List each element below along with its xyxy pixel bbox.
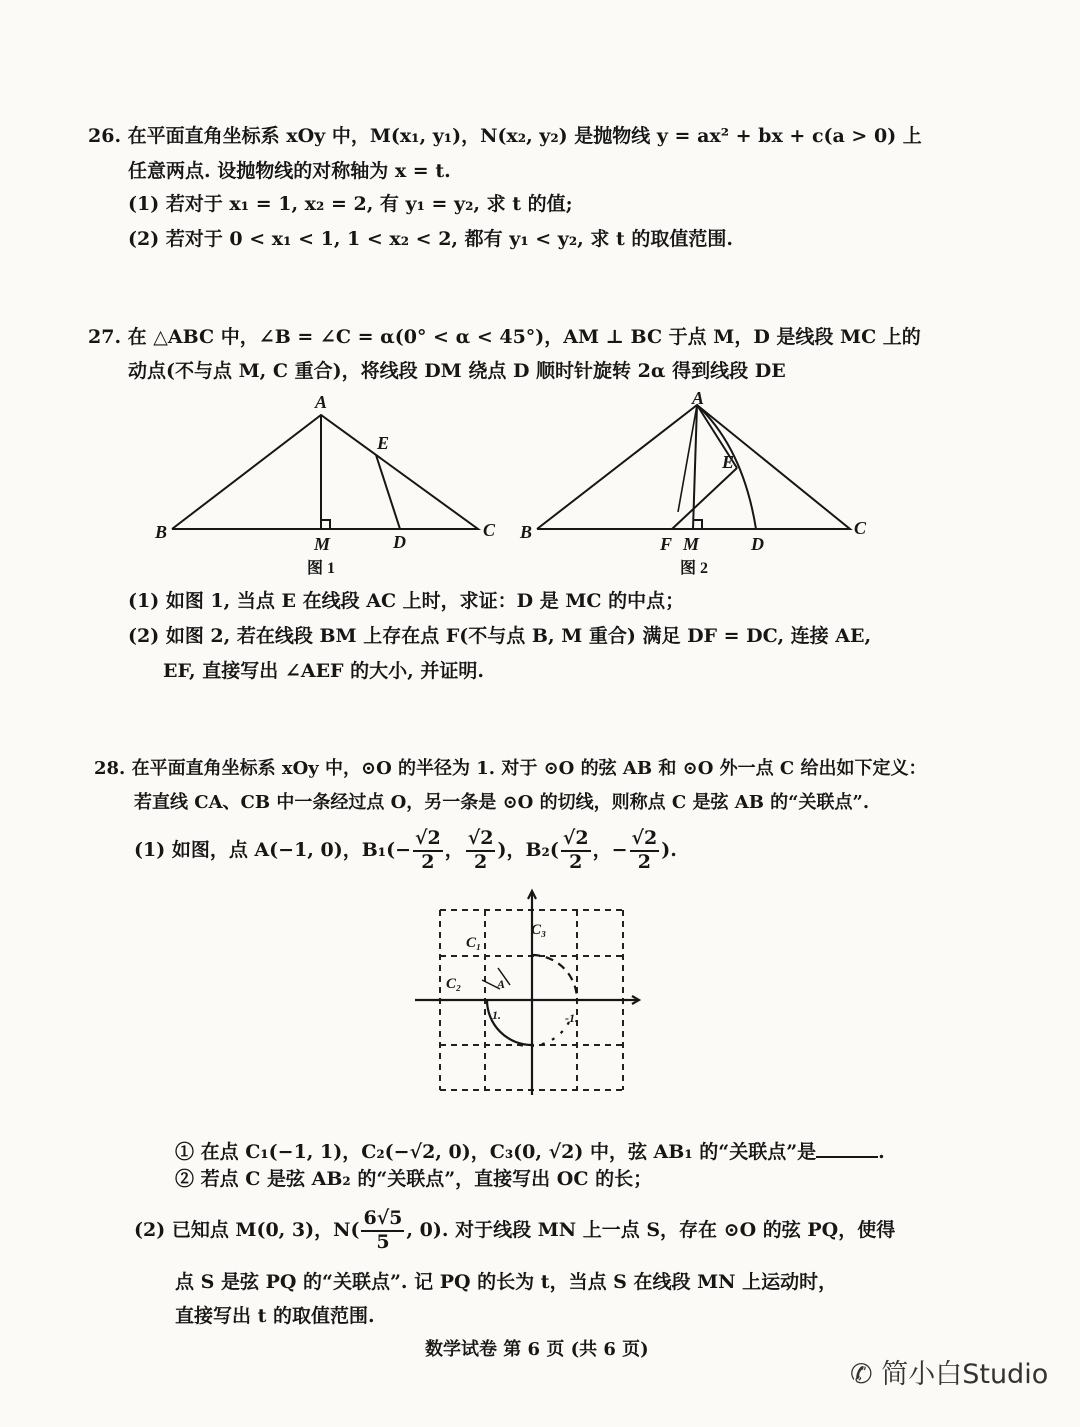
q27-figure-2 [515, 388, 875, 583]
label-a: 1. [492, 1008, 501, 1022]
figure-2-caption: 图 2 [680, 560, 709, 577]
q28-sub1: ① 在点 C₁(−1, 1)，C₂(−√2, 0)，C₃(0, √2) 中，弦 AB₁ 的“关联点”是 . [175, 1138, 885, 1162]
answer-blank [816, 1138, 878, 1158]
q28-part2-line1: (2) 已知点 M(0, 3)，N( $\frac{6√5}{5}$ , 0). 对于线段 MN 上一点 S，存在 ⊙O 的弦 PQ，使得 [134, 1207, 896, 1253]
q26-part2: (2) 若对于 0 < x₁ < 1, 1 < x₂ < 2, 都有 y₁ < y₂, 求 t 的取值范围. [128, 228, 734, 250]
q26-stem-line2: 任意两点. 设抛物线的对称轴为 x = t. [128, 160, 451, 182]
right-angle-mark [321, 520, 330, 529]
q28-sub2: ② 若点 C 是弦 AB₂ 的“关联点”，直接写出 OC 的长； [175, 1168, 653, 1190]
label-e: E [377, 433, 390, 453]
q28-part1-points: (1) 如图，点 A(−1, 0)，B₁(− $\frac{√2}{2}$ ， $\frac{√2}{2}$ )，B₂( $\frac{√2}{2}$ ，− $\frac{√2}{2}$ ). [134, 827, 677, 873]
q28-coordinate-figure [410, 885, 645, 1100]
q28-part2-line3: 直接写出 t 的取值范围. [175, 1305, 375, 1327]
sub1-text: ① 在点 C₁(−1, 1)，C₂(−√2, 0)，C₃(0, √2) 中，弦 AB₁ 的“关联点”是 [175, 1141, 817, 1163]
triangle-abc [172, 415, 478, 529]
unit-circle-arc-left [487, 1000, 532, 1045]
watermark: ✆ 简小白Studio [850, 1359, 1049, 1390]
label-d: D [751, 534, 764, 554]
q28-part2-line2: 点 S 是弦 PQ 的“关联点”. 记 PQ 的长为 t，当点 S 在线段 MN 上运动时， [175, 1271, 838, 1293]
fraction: $\frac{√2}{2}$ [415, 827, 441, 873]
label-c: C [854, 518, 867, 538]
q27-figure-1 [150, 388, 510, 583]
right-angle-mark [693, 520, 702, 529]
label-b1: A [497, 977, 506, 991]
q26-stem-line1: 26. 在平面直角坐标系 xOy 中，M(x₁, y₁)，N(x₂, y₂) 是抛物线 y = ax² + bx + c(a > 0) 上 [88, 125, 922, 147]
fraction: $\frac{√2}{2}$ [467, 827, 494, 873]
q27-part1: (1) 如图 1, 当点 E 在线段 AC 上时，求证：D 是 MC 的中点； [128, 590, 685, 612]
label-m: M [683, 534, 700, 554]
q27-part2-line2: EF, 直接写出 ∠AEF 的大小, 并证明. [163, 660, 484, 682]
page-footer: 数学试卷 第 6 页 (共 6 页) [425, 1339, 649, 1360]
label-f: F [660, 534, 673, 554]
q27-stem-line1: 27. 在 △ABC 中，∠B = ∠C = α(0° < α < 45°)，AM ⊥ BC 于点 M，D 是线段 MC 上的 [88, 326, 921, 348]
fraction: $\frac{6√5}{5}$ [363, 1207, 403, 1253]
label-b: B [520, 522, 533, 542]
label-c2: C₂ [446, 976, 462, 992]
q26-part1: (1) 若对于 x₁ = 1, x₂ = 2, 有 y₁ = y₂, 求 t 的值; [128, 193, 573, 215]
label-c1: C₁ [466, 935, 482, 951]
fraction: $\frac{√2}{2}$ [562, 827, 589, 873]
label-c: C [483, 520, 496, 540]
label-a: A [315, 392, 328, 412]
label-e: E [722, 452, 735, 472]
q27-stem-line2: 动点(不与点 M, C 重合)，将线段 DM 绕点 D 顺时针旋转 2α 得到线段 DE [128, 360, 786, 382]
label-a: A [692, 388, 705, 408]
label-b: B [155, 522, 168, 542]
wechat-icon: ✆ [850, 1359, 873, 1390]
q28-stem-line1: 28. 在平面直角坐标系 xOy 中，⊙O 的半径为 1. 对于 ⊙O 的弦 AB 和 ⊙O 外一点 C 给出如下定义： [94, 758, 927, 779]
label-c3: C₃ [531, 922, 547, 938]
label-b2: -1. [565, 1011, 578, 1025]
segment-ef [672, 468, 737, 529]
q28-stem-line2: 若直线 CA、CB 中一条经过点 O，另一条是 ⊙O 的切线，则称点 C 是弦 AB 的“关联点”. [134, 792, 870, 813]
segment-de [376, 455, 400, 529]
label-d: D [393, 532, 406, 552]
q27-part2-line1: (2) 如图 2, 若在线段 BM 上存在点 F(不与点 B, M 重合) 满足 DF = DC, 连接 AE, [128, 625, 872, 647]
label-m: M [314, 534, 331, 554]
p1-prefix: (1) 如图，点 A(−1, 0)，B₁(− [134, 838, 412, 861]
unit-circle-arc-top [532, 955, 577, 1000]
figure-1-caption: 图 1 [307, 560, 336, 577]
fraction: $\frac{√2}{2}$ [631, 827, 658, 873]
